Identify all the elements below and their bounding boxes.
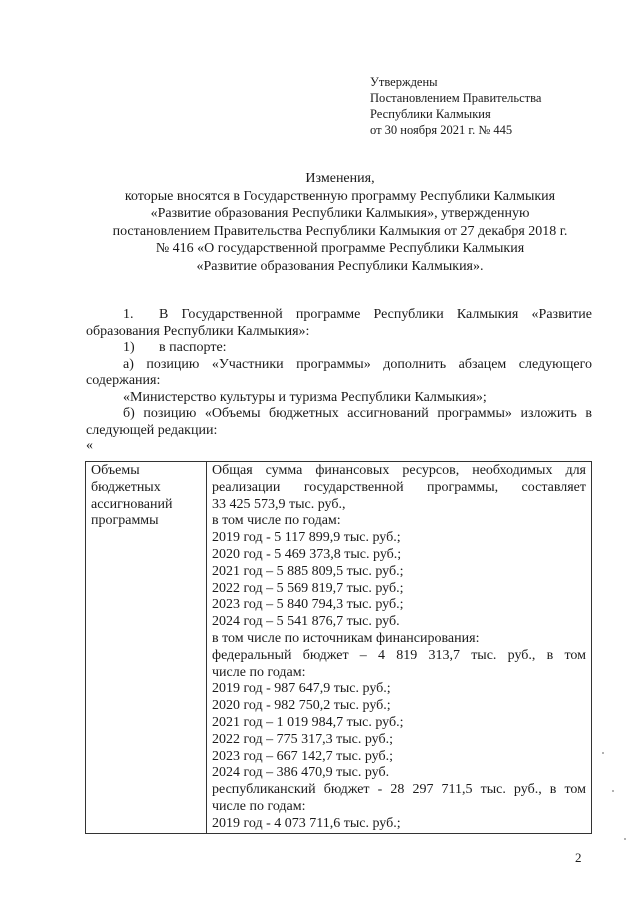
approval-line: Республики Калмыкия [370, 107, 491, 121]
paragraph-b: б) позицию «Объемы бюджетных ассигнований программы» изложить в следующей редакции: [86, 406, 592, 438]
scan-speck [624, 838, 626, 840]
item-1-text: В Государственной программе Республики Калмыкия «Развитие [159, 307, 592, 322]
by-sources-label: в том числе по источникам финансирования: [212, 630, 480, 646]
document-body [86, 307, 592, 453]
federal-line: числе по годам: [212, 664, 306, 680]
budget-table [85, 461, 592, 834]
year-line: 2022 год – 775 317,3 тыс. руб.; [212, 731, 393, 747]
approval-line: от 30 ноября 2021 г. № 445 [370, 123, 513, 137]
scan-speck [612, 790, 614, 792]
item-1-continuation: образования Республики Калмыкия»: [86, 323, 310, 339]
approval-line: Утверждены [370, 75, 438, 89]
year-line: 2020 год - 5 469 373,8 тыс. руб.; [212, 546, 402, 562]
subitem-1-text: в паспорте: [159, 340, 227, 355]
heading-line: «Развитие образования Республики Калмыкия». [196, 258, 484, 274]
table-row [86, 462, 592, 834]
item-1-line [86, 307, 592, 324]
federal-line: федеральный бюджет – 4 819 313,7 тыс. руб., в том [212, 647, 586, 663]
heading-line: постановлением Правительства Республики Калмыкия от 27 декабря 2018 г. [112, 223, 568, 239]
label-line: бюджетных [91, 479, 161, 495]
subitem-1-number: 1) [123, 340, 135, 355]
approval-line: Постановлением Правительства [370, 91, 542, 105]
content-cell [207, 462, 592, 834]
label-line: программы [91, 513, 159, 529]
regional-line: числе по годам: [212, 798, 306, 814]
year-line: 2019 год - 5 117 899,9 тыс. руб.; [212, 530, 401, 546]
heading-line: «Развитие образования Республики Калмыкия», утвержденную [150, 206, 530, 221]
paragraph-a: а) позицию «Участники программы» дополнить абзацем следующего содержания: [86, 356, 592, 388]
year-line: 2023 год – 5 840 794,3 тыс. руб.; [212, 597, 404, 613]
approval-stamp [370, 74, 541, 138]
heading-title: Изменения, [305, 171, 375, 186]
heading-line: которые вносятся в Государственную программу Республики Калмыкия [124, 188, 556, 204]
item-1-number: 1. [123, 307, 134, 322]
page-number: 2 [575, 850, 582, 865]
year-line: 2021 год – 5 885 809,5 тыс. руб.; [212, 563, 404, 579]
paragraph-ministry: «Министерство культуры и туризма Республики Калмыкия»; [123, 389, 487, 405]
opening-quote: « [86, 438, 93, 453]
year-line: 2020 год - 982 750,2 тыс. руб.; [212, 698, 391, 714]
year-line: 2023 год – 667 142,7 тыс. руб.; [212, 748, 393, 764]
by-years-label: в том числе по годам: [212, 513, 341, 529]
regional-line: республиканский бюджет - 28 297 711,5 тыс. руб., в том [212, 782, 586, 798]
year-line: 2022 год – 5 569 819,7 тыс. руб.; [212, 580, 404, 596]
label-cell [86, 462, 207, 834]
year-line: 2024 год – 386 470,9 тыс. руб. [212, 765, 390, 781]
scan-speck [602, 752, 604, 754]
year-line: 2021 год – 1 019 984,7 тыс. руб.; [212, 714, 404, 730]
intro-line: реализации государственной программы, составляет [212, 479, 586, 495]
label-line: ассигнований [91, 496, 173, 512]
document-heading [80, 170, 600, 275]
label-line: Объемы [91, 463, 140, 478]
total-amount: 33 425 573,9 тыс. руб., [212, 496, 346, 512]
year-line: 2019 год - 987 647,9 тыс. руб.; [212, 681, 391, 697]
intro-line: Общая сумма финансовых ресурсов, необходимых для [212, 463, 586, 478]
heading-line: № 416 «О государственной программе Республики Калмыкия [155, 241, 525, 256]
subitem-1-line [86, 340, 592, 357]
year-line: 2024 год – 5 541 876,7 тыс. руб. [212, 614, 400, 630]
year-line: 2019 год - 4 073 711,6 тыс. руб.; [212, 815, 401, 831]
